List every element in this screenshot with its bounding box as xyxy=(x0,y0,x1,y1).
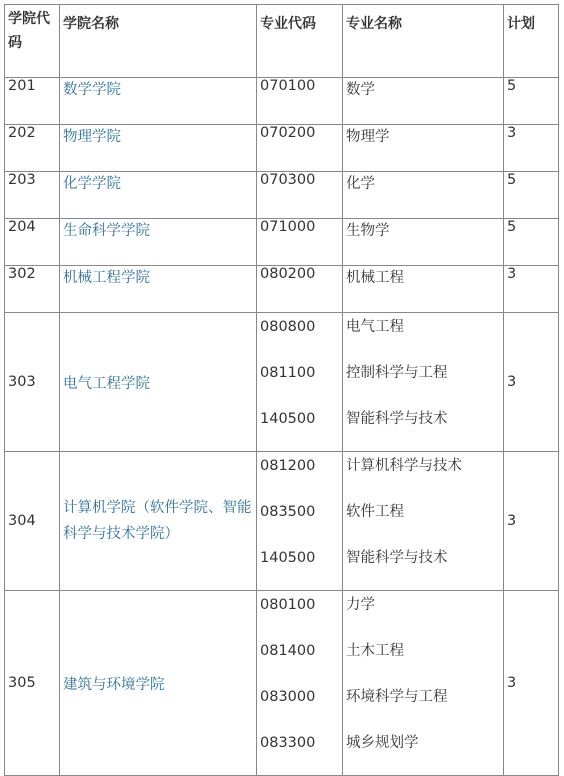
major-code: 081100 xyxy=(260,365,316,381)
table-row xyxy=(5,172,559,219)
major-name: 智能科学与技术 xyxy=(346,550,448,566)
major-code: 080200 xyxy=(257,266,343,313)
major-code: 070200 xyxy=(257,125,343,172)
college-name-link[interactable]: 电气工程学院 xyxy=(60,313,257,452)
major-code: 083000 xyxy=(260,689,316,705)
major-name: 数学 xyxy=(343,78,504,125)
major-code: 070100 xyxy=(257,78,343,125)
major-name-list xyxy=(343,452,504,591)
major-name: 控制科学与工程 xyxy=(346,365,448,381)
college-name-link[interactable]: 机械工程学院 xyxy=(60,266,257,313)
major-name: 力学 xyxy=(346,597,375,613)
plan-count: 5 xyxy=(504,219,559,266)
college-name-link[interactable]: 数学学院 xyxy=(60,78,257,125)
major-code-list xyxy=(257,452,343,591)
college-code: 303 xyxy=(5,313,60,452)
college-code: 201 xyxy=(5,78,60,125)
college-name-link[interactable] xyxy=(60,452,257,591)
major-name: 软件工程 xyxy=(346,504,404,520)
major-code-list xyxy=(257,313,343,452)
college-code: 305 xyxy=(5,591,60,776)
major-code: 140500 xyxy=(260,550,316,566)
major-name: 生物学 xyxy=(343,219,504,266)
table-row xyxy=(5,266,559,313)
table-row xyxy=(5,219,559,266)
major-code: 080100 xyxy=(260,597,316,613)
major-code: 070300 xyxy=(257,172,343,219)
enrollment-plan-table xyxy=(4,4,559,776)
major-code-list xyxy=(257,591,343,776)
college-name-link[interactable]: 物理学院 xyxy=(60,125,257,172)
table-row xyxy=(5,313,559,452)
college-code: 203 xyxy=(5,172,60,219)
major-name: 环境科学与工程 xyxy=(346,689,448,705)
header-major-name: 专业名称 xyxy=(343,5,504,78)
major-name: 智能科学与技术 xyxy=(346,411,448,427)
major-code: 080800 xyxy=(260,319,316,335)
plan-count: 3 xyxy=(504,125,559,172)
major-name: 机械工程 xyxy=(343,266,504,313)
major-name-list xyxy=(343,313,504,452)
major-name: 物理学 xyxy=(343,125,504,172)
major-code: 083500 xyxy=(260,504,316,520)
major-code: 140500 xyxy=(260,411,316,427)
plan-count: 5 xyxy=(504,172,559,219)
table-row xyxy=(5,78,559,125)
table-row xyxy=(5,591,559,776)
plan-count: 3 xyxy=(504,266,559,313)
plan-count: 3 xyxy=(504,313,559,452)
major-code: 081200 xyxy=(260,458,316,474)
college-name-link[interactable]: 化学学院 xyxy=(60,172,257,219)
header-row xyxy=(5,5,559,78)
college-code: 202 xyxy=(5,125,60,172)
major-code: 071000 xyxy=(257,219,343,266)
table-row xyxy=(5,125,559,172)
header-major-code: 专业代码 xyxy=(257,5,343,78)
major-code: 081400 xyxy=(260,643,316,659)
header-college-code: 学院代码 xyxy=(5,5,60,78)
plan-count: 5 xyxy=(504,78,559,125)
plan-count: 3 xyxy=(504,591,559,776)
major-name-list xyxy=(343,591,504,776)
plan-count: 3 xyxy=(504,452,559,591)
college-name-link[interactable]: 生命科学学院 xyxy=(60,219,257,266)
college-code: 302 xyxy=(5,266,60,313)
major-code: 083300 xyxy=(260,735,316,751)
table-row xyxy=(5,452,559,591)
major-name: 电气工程 xyxy=(346,319,404,335)
college-code: 204 xyxy=(5,219,60,266)
major-name: 城乡规划学 xyxy=(346,735,419,751)
college-name-link[interactable]: 建筑与环境学院 xyxy=(60,591,257,776)
header-plan: 计划 xyxy=(504,5,559,78)
college-name-text[interactable]: 计算机学院（软件学院、智能科学与技术学院） xyxy=(63,500,252,542)
major-name: 计算机科学与技术 xyxy=(346,458,462,474)
major-name: 化学 xyxy=(343,172,504,219)
header-college-name: 学院名称 xyxy=(60,5,257,78)
college-code: 304 xyxy=(5,452,60,591)
major-name: 土木工程 xyxy=(346,643,404,659)
